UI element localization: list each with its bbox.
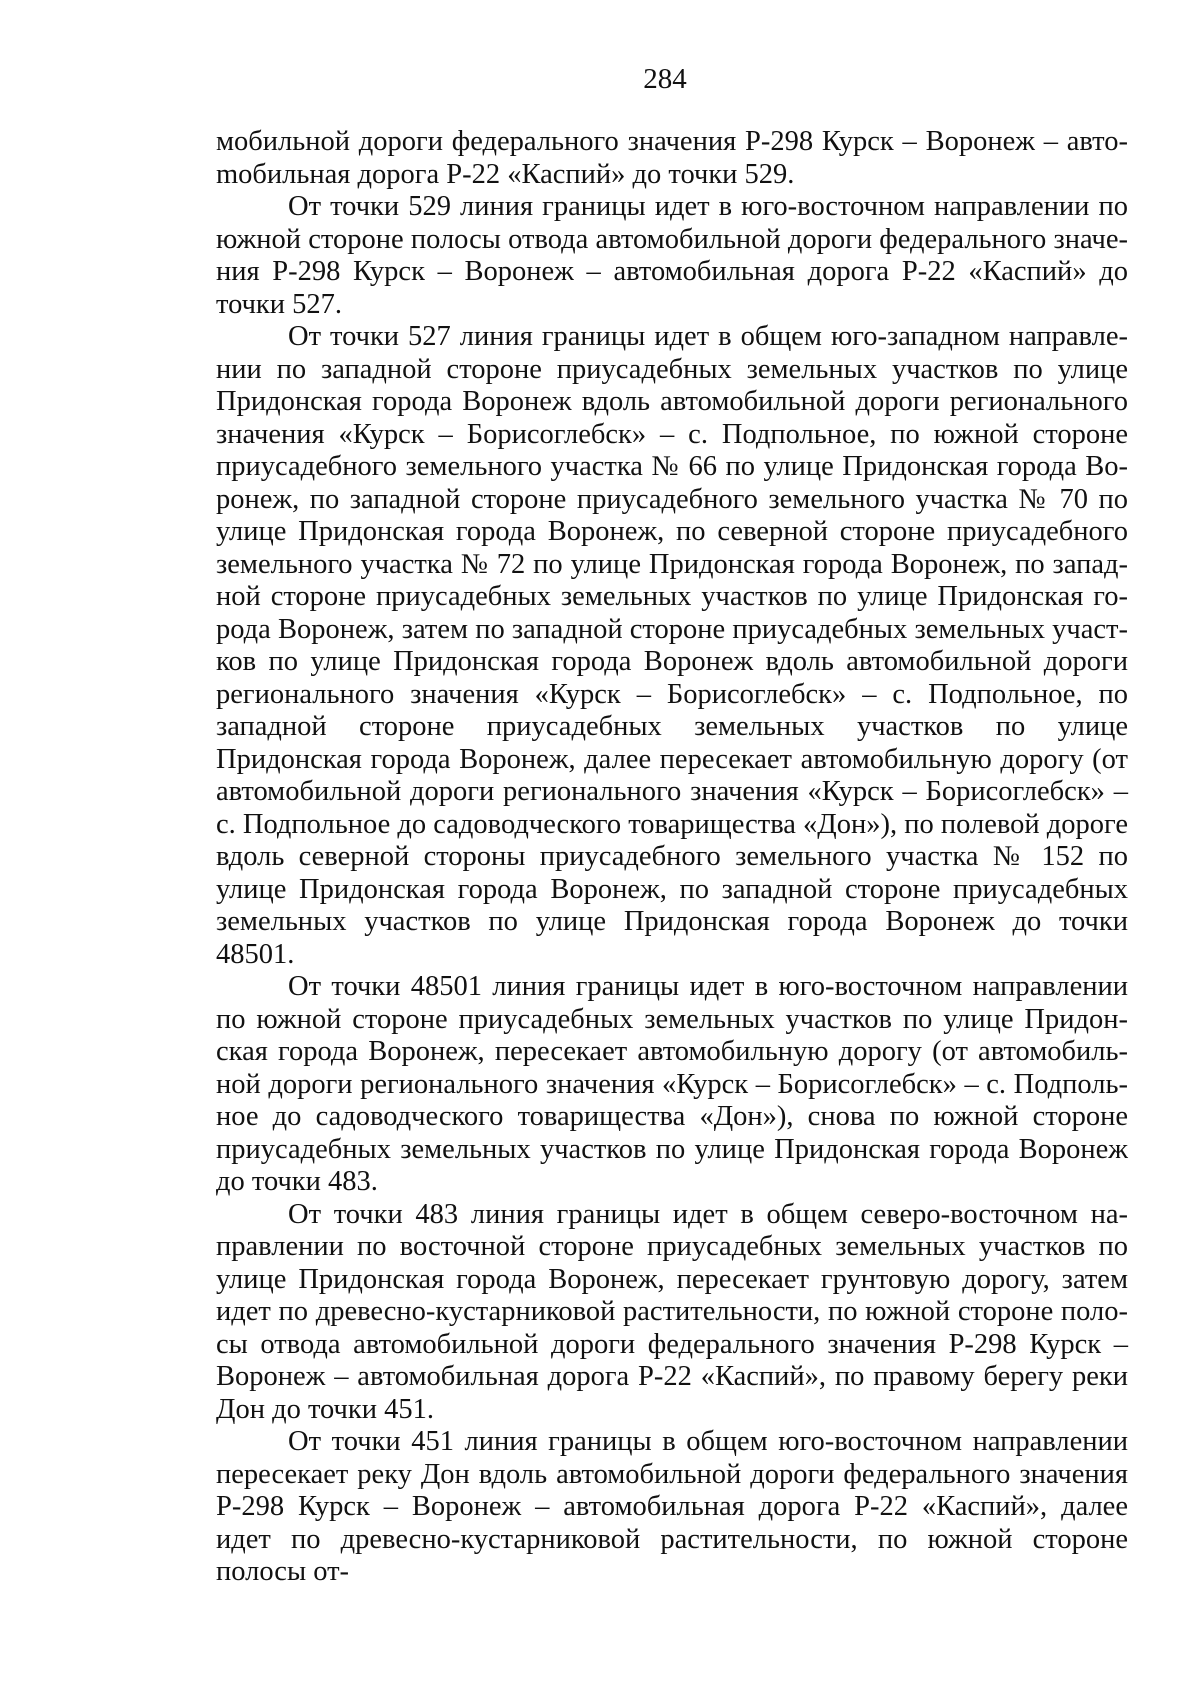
document-body bbox=[216, 126, 1128, 1589]
page-number: 284 bbox=[643, 63, 687, 95]
paragraph-1: мобильной дороги федерального значения Р-298 Курск – Воронеж – автоmобильная дорога Р-22 «Каспий» до точки 529. bbox=[216, 126, 1128, 190]
paragraph-4: От точки 48501 линия границы идет в юго-восточном направлении по южной стороне приусадебных земельных участков по улице Придонская города Воронеж, пересекает автомобильную дорогу (от автомобильной дороги регионального значения «Курск – Борисоглебск» – с. Подпольное до садоводческого товарищества «Дон»), снова по южной стороне приусадебных земельных участков по улице Придонская города Воронеж до точки 483. bbox=[216, 971, 1128, 1197]
paragraph-2: От точки 529 линия границы идет в юго-восточном направлении по южной стороне полосы отвода автомобильной дороги федерального значения Р-298 Курск – Воронеж – автомобильная дорога Р-22 «Каспий» до точки 527. bbox=[216, 191, 1128, 320]
paragraph-5: От точки 483 линия границы идет в общем северо-восточном направлении по восточной стороне приусадебных земельных участков по улице Придонская города Воронеж, пересекает грунтовую дорогу, затем идет по древесно-кустарниковой растительности, по южной стороне полосы отвода автомобильной дороги федерального значения Р-298 Курск – Воронеж – автомобильная дорога Р-22 «Каспий», по правому берегу реки Дон до точки 451. bbox=[216, 1198, 1128, 1425]
paragraph-3: От точки 527 линия границы идет в общем юго-западном направлении по западной стороне приусадебных земельных участков по улице Придонская города Воронеж вдоль автомобильной дороги регионального значения «Курск – Борисоглебск» – с. Подпольное, по южной стороне приусадебного земельного участка № 66 по улице Придонская города Воронеж, по западной стороне приусадебного земельного участка № 70 по улице Придонская города Воронеж, по северной стороне приусадебного земельного участка № 72 по улице Придонская города Воронеж, по западной стороне приусадебных земельных участков по улице Придонская города Воронеж, затем по западной стороне приусадебных земельных участков по улице Придонская города Воронеж вдоль автомобильной дороги регионального значения «Курск – Борисоглебск» – с. Подпольное, по западной стороне приусадебных земельных участков по улице Придонская города Воронеж, далее пересекает автомобильную дорогу (от автомобильной дороги регионального значения «Курск – Борисоглебск» – с. Подпольное до садоводческого товарищества «Дон»), по полевой дороге вдоль северной стороны приусадебного земельного участка № 152 по улице Придонская города Воронеж, по западной стороне приусадебных земельных участков по улице Придонская города Воронеж до точки 48501. bbox=[216, 321, 1128, 970]
paragraph-6: От точки 451 линия границы в общем юго-восточном направлении пересекает реку Дон вдоль автомобильной дороги федерального значения Р-298 Курск – Воронеж – автомобильная дорога Р-22 «Каспий», далее идет по древесно-кустарниковой растительности, по южной стороне полосы от- bbox=[216, 1426, 1128, 1587]
